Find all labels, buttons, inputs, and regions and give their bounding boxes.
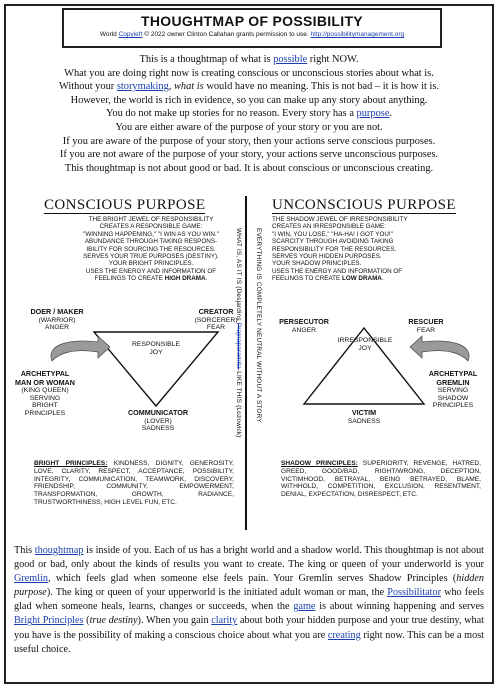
unconscious-arrow-icon (410, 336, 469, 361)
conscious-description: THE BRIGHT JEWEL OF RESPONSIBILITY CREATES A RESPONSIBLE GAME: "WINNING HAPPENING," "I WIN AS YOU WIN." ABUNDANCE THROUGH TAKING RESPONS- IBILITY FOR SOURCING THE RESOURCES. SERVES YOUR TRUE PURPOSES (DESTINY). YOUR BRIGHT PRINCIPLES. USES THE ENERGY AND INFORMATION OF FEELINGS TO CREATE HIGH DRAMA. (83, 216, 219, 283)
storymaking-link[interactable]: storymaking (116, 81, 169, 93)
bright-principles: BRIGHT PRINCIPLES: KINDNESS, DIGNITY, GENEROSITY, LOVE, CLARITY, RESPECT, ACCEPTANCE, POSSIBILITY, INTEGRITY, COMMUNICATION, TEAMWORK, DISCOVERY, FRIENDSHIP, COMMUNITY, EMPOWERMENT, TRANSFORMATION, GROWTH, RADIANCE, TRUSTWORTHINESS, HIGH LEVEL FUN, ETC. (34, 460, 234, 506)
copyright-line: World Copyleft © 2022 owner Clinton Callahan grants permission to use. http://possibilitymanagement.org (99, 31, 405, 38)
clarity-link[interactable]: clarity (211, 615, 238, 627)
purpose-link[interactable]: purpose (356, 108, 390, 120)
irresponsible-joy-label: IRRESPONSIBLE JOY (337, 337, 393, 352)
thoughtmap-link[interactable]: thoughtmap (34, 545, 84, 556)
doer-maker-label: DOER / MAKER (WARRIOR) ANGER (30, 307, 84, 332)
unconscious-description: THE SHADOW JEWEL OF IRRESPONSIBILITY CREATES AN IRRESPONSIBLE GAME: "I WIN, YOU LOSE," "HA-HA! I GOT YOU!" SCARCITY THROUGH AVOIDING TAKING RESPONSIBILITY FOR THE RESOURCES. SERVES YOUR HIDDEN PURPOSES. YOUR SHADOW PRINCIPLES. USES THE ENERGY AND INFORMATION OF FEELINGS TO CREATE LOW DRAMA. (272, 216, 408, 283)
conscious-heading: CONSCIOUS PURPOSE (44, 197, 206, 213)
what-is-vertical-text: WHAT IS, AS IT IS (Desjardins Prajnaparamita-LIKE THIS (Lozowick) (235, 228, 242, 438)
rescuer-label: RESCUER FEAR (408, 317, 444, 334)
responsible-joy-label: RESPONSIBLE JOY (132, 341, 180, 356)
creator-label: CREATOR (SORCERER) FEAR (194, 307, 238, 332)
archetypal-man-woman-label: ARCHETYPAL MAN OR WOMAN (KING QUEEN) SERVING BRIGHT PRINCIPLES (15, 369, 75, 417)
shadow-principles: SHADOW PRINCIPLES: SUPERIORITY, REVENGE, HATRED, GREED, GOOD/BAD, RIGHT/WRONG, DECEPTION, VICTIMHOOD, BETRAYAL, BEING BETRAYED, BLAME, WITHHOLD, COMPETITION, EXCLUSION, RESENTMENT, DENIAL, EXPECTATION, DISRESPECT, ETC. (281, 460, 481, 499)
gremlin-link[interactable]: Gremlin (14, 573, 48, 585)
persecutor-label: PERSECUTOR ANGER (279, 317, 329, 334)
website-link[interactable]: http://possibilitymanagement.org (310, 31, 405, 38)
victim-label: VICTIM SADNESS (347, 408, 381, 425)
bottom-paragraph: This thoughtmap is inside of you. Each of us has a bright world and a shadow world. This thoughtmap is not about good or bad, only about the kinds of results you want to create. The king or queen of your underworld is your Gremlin, which feels glad when someone else feels pain. Your Gremlin serves Shadow Principles (hidden purpose). The king or queen of your upperworld is the initiated adult woman or man, the Possibilitator who feels glad when someone heals, learns, changes or succeeds, when the game is about winning happening and serves Bright Principles (true destiny). When you gain clarity about both your hidden purpose and your true destiny, what you have is the possibility of making a conscious choice about what you are creating right now. This can be a most useful choice. (14, 545, 484, 655)
intro-text: This is a thoughtmap of what is possible right NOW. What you are doing right now is creating conscious or unconscious stories about what is. Without your storymaking, what is would have no meaning. This is not bad – it is how it is. However, the world is rich in evidence, so you can make up any story about anything. You do not make up stories for no reason. Every story has a purpose. You are either aware of the purpose of your story or you are not. If you are aware of the purpose of your story, then your actions serve conscious purposes. If you are not aware of the purpose of your story, your actions serve unconscious purposes. This thoughtmap is not about good or bad. It is about conscious or unconscious creating. (58, 54, 440, 174)
creating-link[interactable]: creating (327, 629, 361, 641)
neutral-vertical-text: EVERYTHING IS COMPLETELY NEUTRAL WITHOUT A STORY (255, 228, 262, 423)
game-link[interactable]: game (293, 601, 316, 613)
bright-principles-link[interactable]: Bright Principles (14, 615, 84, 627)
copyleft-link[interactable]: Copyleft (118, 31, 143, 38)
page-title: THOUGHTMAP OF POSSIBILITY (141, 13, 363, 29)
possible-link[interactable]: possible (273, 54, 308, 65)
page-frame (4, 4, 494, 684)
conscious-arrow-icon (51, 336, 110, 361)
communicator-label: COMMUNICATOR (LOVER) SADNESS (127, 408, 189, 433)
archetypal-gremlin-label: ARCHETYPAL GREMLIN SERVING SHADOW PRINCIPLES (428, 369, 478, 410)
unconscious-heading: UNCONSCIOUS PURPOSE (272, 197, 456, 213)
possibilitator-link[interactable]: Possibilitator (387, 587, 441, 599)
